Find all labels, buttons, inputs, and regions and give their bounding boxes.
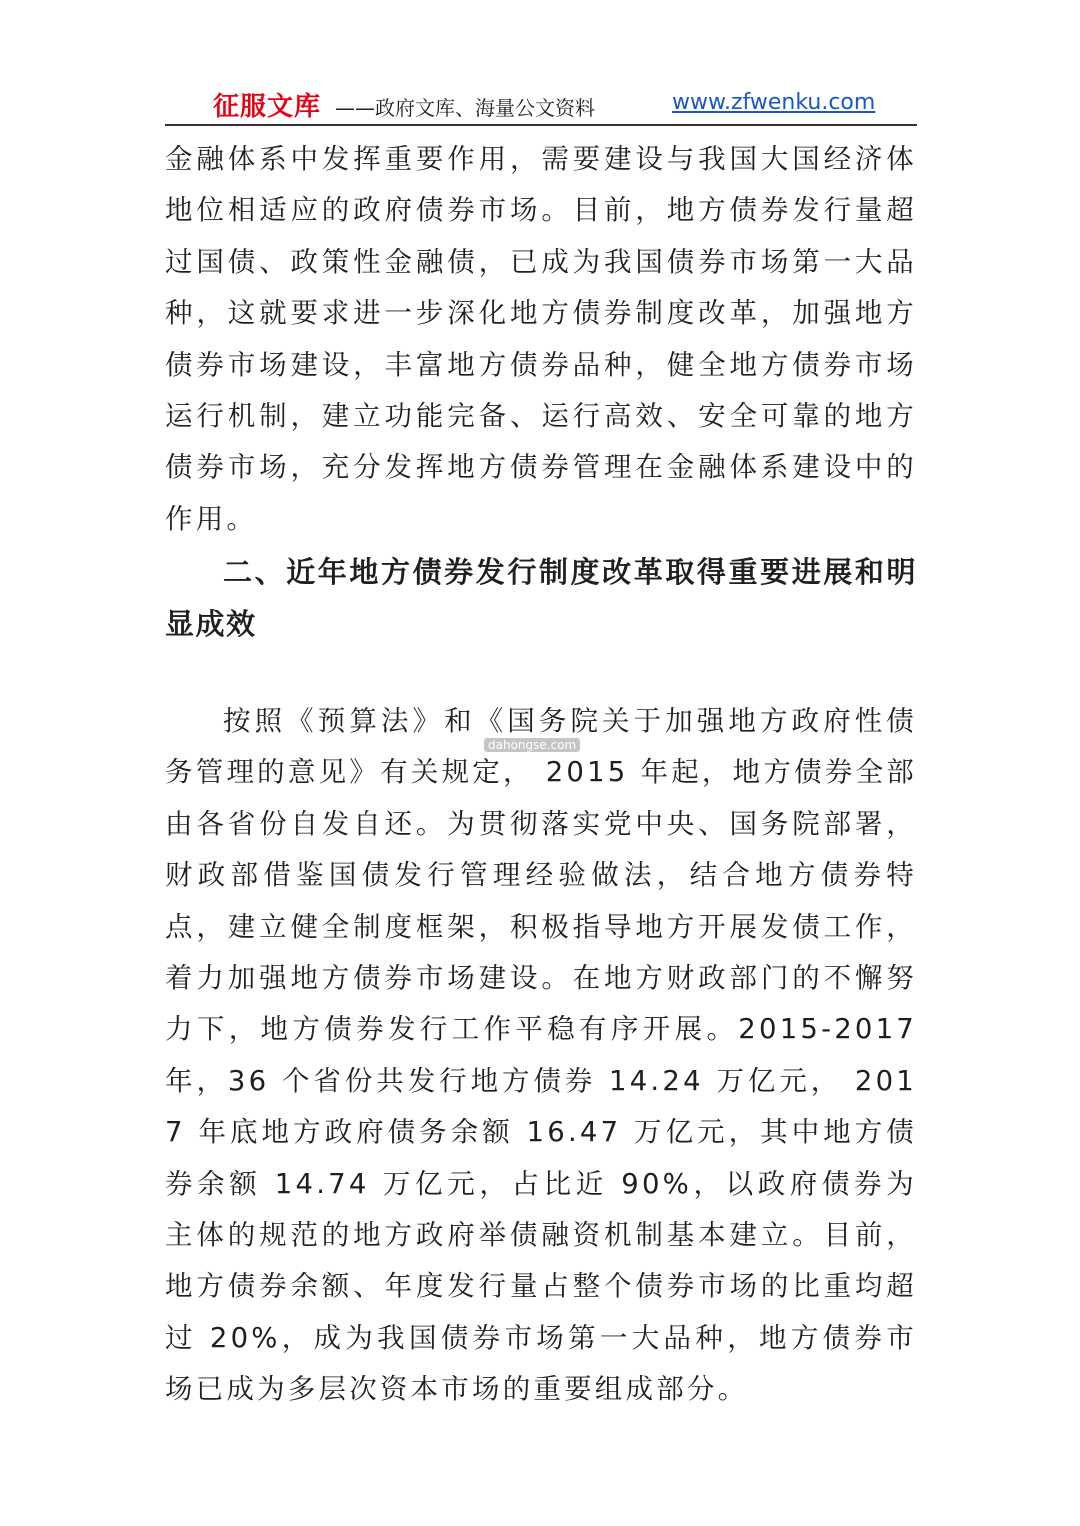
section-heading: 二、近年地方债券发行制度改革取得重要进展和明显成效 [165,555,917,641]
brand-logo-text: 征服文库 [213,92,322,122]
page-header [165,84,917,126]
body-paragraph-continued: 金融体系中发挥重要作用，需要建设与我国大国经济体地位相适应的政府债券市场。目前，地方债券发行量超过国债、政策性金融债，已成为我国债券市场第一大品种，这就要求进一步深化地方债券制度改革，加强地方债券市场建设，丰富地方债券品种，健全地方债券市场运行机制，建立功能完备、运行高效、安全可靠的地方债券市场，充分发挥地方债券管理在金融体系建设中的作用。 [165,143,917,535]
watermark-badge: dahongse.com [484,738,580,752]
body-paragraph-main: 按照《预算法》和《国务院关于加强地方政府性债务管理的意见》有关规定， 2015 年起，地方债券全部由各省份自发自还。为贯彻落实党中央、国务院部署，财政部借鉴国债发行管理经验做法，结合地方债券特点，建立健全制度框架，积极指导地方开展发债工作，着力加强地方债券市场建设。在地方财政部门的不懈努力下，地方债券发行工作平稳有序开展。2015-2017 年，36 个省份共发行地方债券 14.24 万亿元， 2017 年底地方政府债务余额 16.47 万亿元，其中地方债券余额 14.74 万亿元，占比近 90%，以政府债券为主体的规范的地方政府举债融资机制基本建立。目前，地方债券余额、年度发行量占整个债券市场的比重均超过 20%，成为我国债券市场第一大品种，地方债券市场已成为多层次资本市场的重要组成部分。 [165,705,917,1406]
header-slogan: ——政府文库、海量公文资料 [335,96,595,120]
site-url-link[interactable]: www.zfwenku.com [672,90,876,115]
